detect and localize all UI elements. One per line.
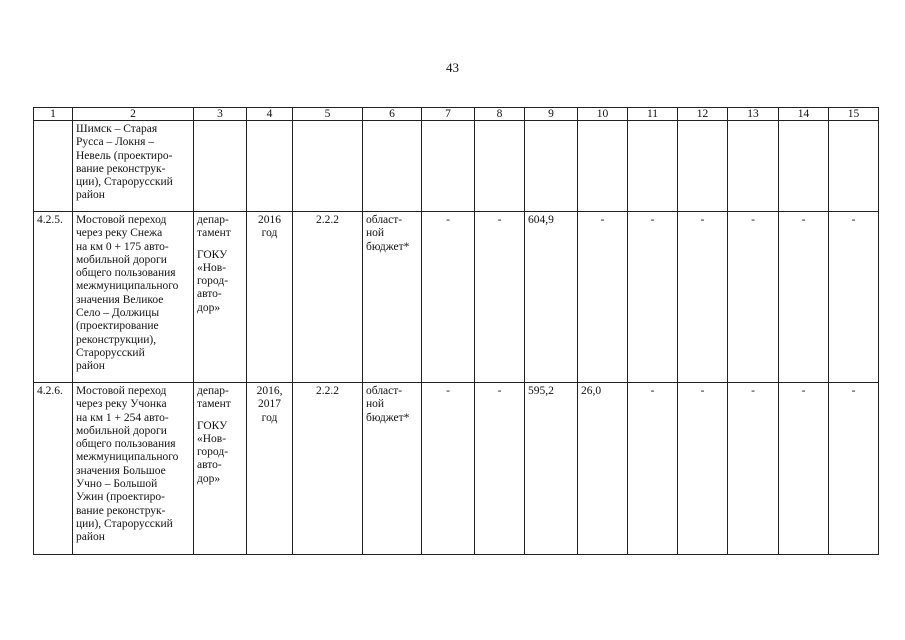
task-number-cell: 2.2.2 [293, 212, 363, 383]
column-header: 11 [628, 108, 678, 121]
value-cell: - [728, 383, 779, 555]
value-cell: - [829, 212, 879, 383]
value-cell: - [628, 383, 678, 555]
column-header: 7 [422, 108, 475, 121]
page-number: 43 [446, 60, 459, 75]
column-header: 5 [293, 108, 363, 121]
object-description: Мостовой переход через реку Учонка на км 1 + 254 авто- мобильной дороги общего пользования межмуниципального значения Большое Учно – Большой Ужин (проектиро- вание реконструк- ции), Старорусский район [73, 383, 194, 555]
empty-cell [728, 121, 779, 212]
value-cell: - [678, 383, 728, 555]
value-cell: - [728, 212, 779, 383]
column-header: 4 [247, 108, 293, 121]
empty-cell [363, 121, 422, 212]
column-header: 9 [525, 108, 578, 121]
value-cell: 26,0 [578, 383, 628, 555]
executor-goku: ГОКУ «Нов- город- авто- дор» [197, 419, 229, 485]
column-header: 12 [678, 108, 728, 121]
task-number-cell: 2.2.2 [293, 383, 363, 555]
value-cell: - [628, 212, 678, 383]
period-cell: 2016, 2017 год [247, 383, 293, 555]
table-row [34, 383, 879, 555]
empty-cell [628, 121, 678, 212]
period-cell: 2016 год [247, 212, 293, 383]
empty-cell [293, 121, 363, 212]
value-cell: - [779, 212, 829, 383]
value-cell: - [475, 383, 525, 555]
funding-source-cell: област- ной бюджет* [363, 383, 422, 555]
value-cell: 604,9 [525, 212, 578, 383]
column-header: 1 [34, 108, 73, 121]
value-cell: - [475, 212, 525, 383]
executor-goku: ГОКУ «Нов- город- авто- дор» [197, 248, 229, 314]
column-header: 15 [829, 108, 879, 121]
header-row [34, 108, 879, 121]
executor-department: депар- тамент [197, 385, 231, 411]
empty-cell [578, 121, 628, 212]
value-cell: - [422, 212, 475, 383]
executor-cell [194, 383, 247, 555]
row-number [34, 121, 73, 212]
empty-cell [422, 121, 475, 212]
object-description: Шимск – Старая Русса – Локня – Невель (проектиро- вание реконструк- ции), Старорусский район [73, 121, 194, 212]
value-cell: - [678, 212, 728, 383]
column-header: 13 [728, 108, 779, 121]
row-number: 4.2.5. [34, 212, 73, 383]
executor-cell [194, 212, 247, 383]
executor-department: депар- тамент [197, 214, 231, 240]
empty-cell [247, 121, 293, 212]
value-cell: 595,2 [525, 383, 578, 555]
empty-cell [678, 121, 728, 212]
column-header: 14 [779, 108, 829, 121]
column-header: 10 [578, 108, 628, 121]
value-cell: - [829, 383, 879, 555]
value-cell: - [578, 212, 628, 383]
column-header: 6 [363, 108, 422, 121]
empty-cell [829, 121, 879, 212]
row-number: 4.2.6. [34, 383, 73, 555]
empty-cell [194, 121, 247, 212]
column-header: 2 [73, 108, 194, 121]
budget-table [33, 107, 879, 555]
empty-cell [475, 121, 525, 212]
empty-cell [525, 121, 578, 212]
column-header: 3 [194, 108, 247, 121]
continuation-row [34, 121, 879, 212]
column-header: 8 [475, 108, 525, 121]
object-description: Мостовой переход через реку Снежа на км 0 + 175 авто- мобильной дороги общего пользования межмуниципального значения Великое Село – Должицы (проектирование реконструкции), Старорусский район [73, 212, 194, 383]
empty-cell [779, 121, 829, 212]
funding-source-cell: област- ной бюджет* [363, 212, 422, 383]
value-cell: - [422, 383, 475, 555]
table-row [34, 212, 879, 383]
value-cell: - [779, 383, 829, 555]
